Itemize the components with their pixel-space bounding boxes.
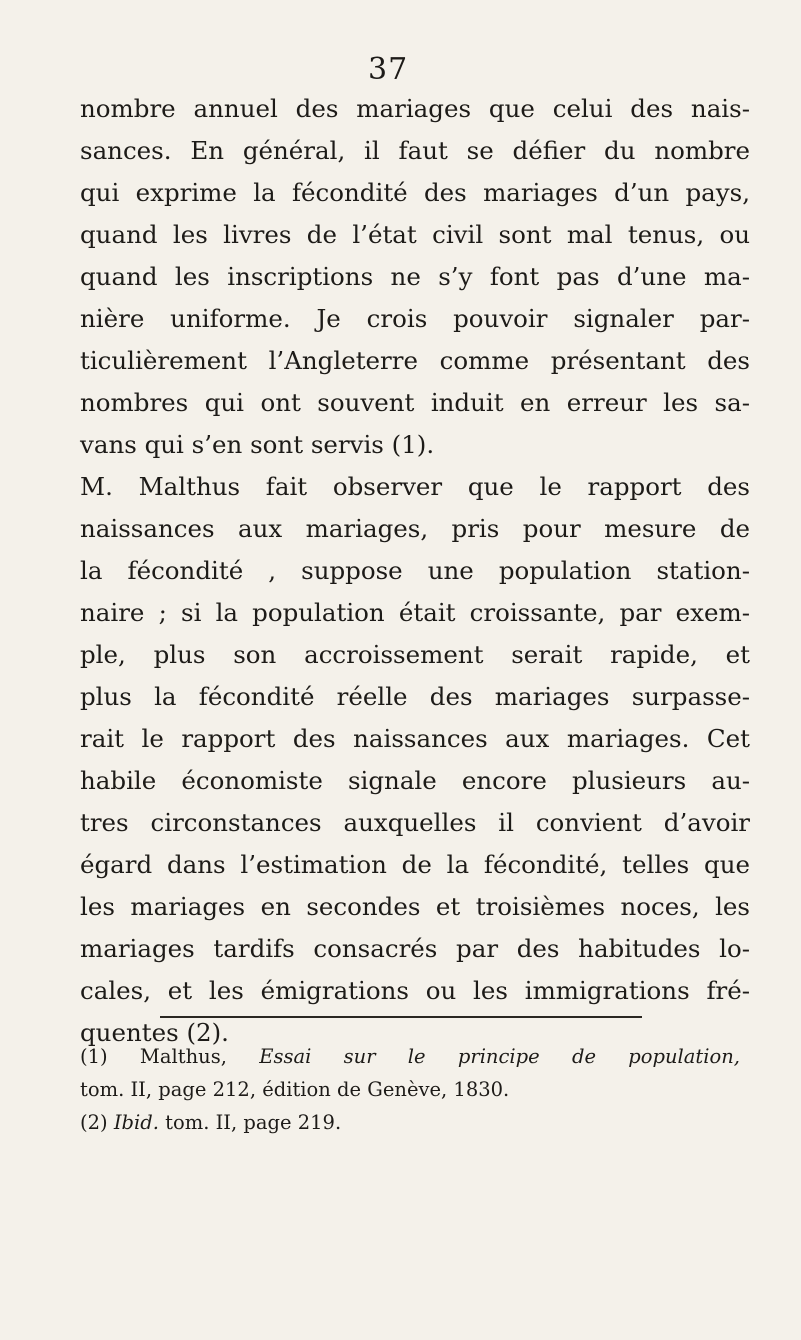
- footnote-2-ibid: Ibid.: [113, 1111, 159, 1134]
- text-line: rait le rapport des naissances aux mariages. Cet: [80, 724, 750, 753]
- text-line: vans qui s’en sont servis (1).: [80, 430, 435, 459]
- footnote-1-line-1: [80, 1040, 740, 1073]
- text-line: nière uniforme. Je crois pouvoir signaler par-: [80, 304, 750, 333]
- footnote-2-rest: tom. II, page 219.: [165, 1111, 342, 1134]
- body-text: [80, 88, 750, 1054]
- text-line: quand les inscriptions ne s’y font pas d’une ma-: [80, 262, 750, 291]
- text-line: qui exprime la fécondité des mariages d’un pays,: [80, 178, 750, 207]
- footnote-2-marker: (2): [80, 1111, 108, 1134]
- text-line: nombre annuel des mariages que celui des nais-: [80, 94, 750, 123]
- footnote-1-line-2: tom. II, page 212, édition de Genève, 1830.: [80, 1078, 510, 1101]
- text-line: tres circonstances auxquelles il convient d’avoir: [80, 808, 750, 837]
- text-line: mariages tardifs consacrés par des habitudes lo-: [80, 934, 750, 963]
- footnote-divider: [160, 1016, 642, 1018]
- text-line: égard dans l’estimation de la fécondité, telles que: [80, 850, 750, 879]
- text-line: la fécondité , suppose une population station-: [80, 556, 750, 585]
- footnote-1-marker: (1): [80, 1045, 108, 1068]
- text-line: naire ; si la population était croissante, par exem-: [80, 598, 750, 627]
- text-line: naissances aux mariages, pris pour mesure de: [80, 514, 750, 543]
- footnote-1-author: Malthus,: [139, 1045, 227, 1068]
- page-number: 37: [368, 52, 409, 87]
- text-line: M. Malthus fait observer que le rapport des: [80, 472, 750, 501]
- footnote-2: [80, 1106, 740, 1139]
- text-line: cales, et les émigrations ou les immigrations fré-: [80, 976, 750, 1005]
- text-line: les mariages en secondes et troisièmes noces, les: [80, 892, 750, 921]
- text-line: habile économiste signale encore plusieurs au-: [80, 766, 750, 795]
- text-line: quand les livres de l’état civil sont mal tenus, ou: [80, 220, 750, 249]
- text-line: sances. En général, il faut se défier du nombre: [80, 136, 750, 165]
- text-line: ticulièrement l’Angleterre comme présentant des: [80, 346, 750, 375]
- footnotes: [80, 1040, 740, 1139]
- text-line: nombres qui ont souvent induit en erreur les sa-: [80, 388, 750, 417]
- footnote-1-title: Essai sur le principe de population,: [259, 1045, 740, 1068]
- text-line: quentes (2).: [80, 1018, 229, 1047]
- text-line: ple, plus son accroissement serait rapide, et: [80, 640, 750, 669]
- text-line: plus la fécondité réelle des mariages surpasse-: [80, 682, 750, 711]
